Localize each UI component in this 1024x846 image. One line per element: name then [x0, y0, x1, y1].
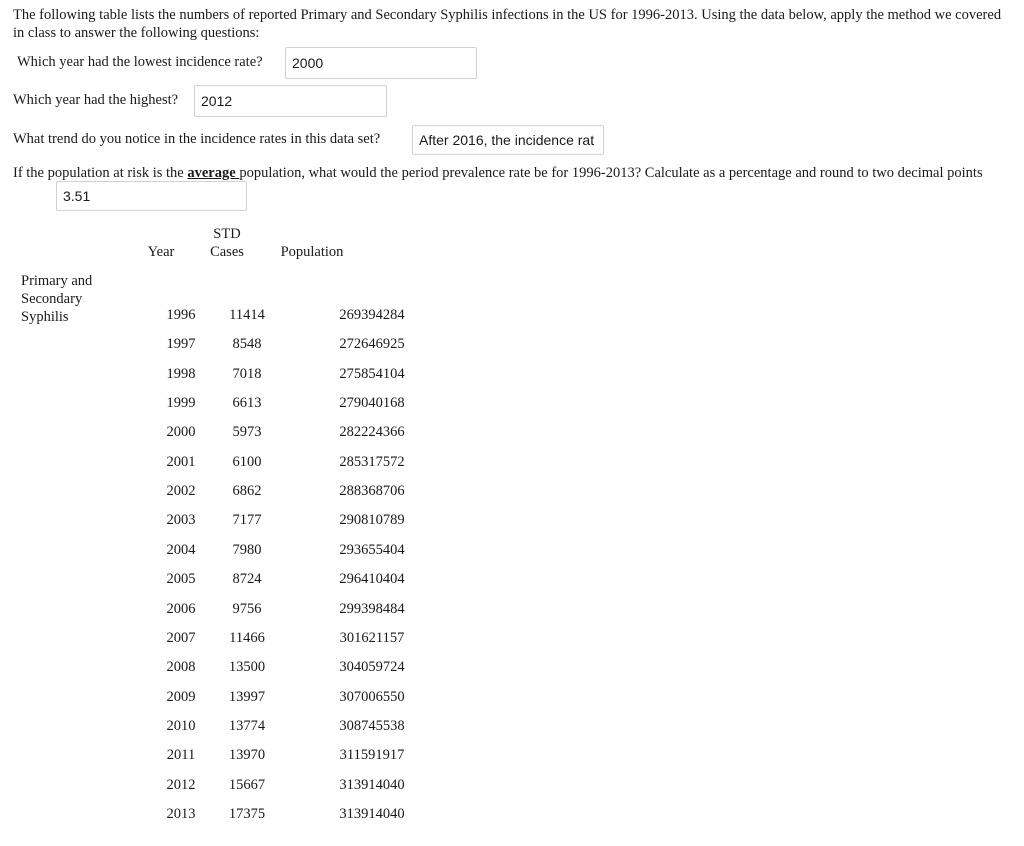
cell-population: 301621157 — [339, 630, 405, 646]
cell-year: 1996 — [166, 307, 196, 323]
cell-cases: 13774 — [228, 718, 266, 734]
question-lowest-year: Which year had the lowest incidence rate? — [17, 54, 263, 70]
cell-cases: 13997 — [228, 689, 266, 705]
cell-year: 2000 — [166, 424, 196, 440]
cell-year: 2010 — [166, 718, 196, 734]
question-trend: What trend do you notice in the incidence rates in this data set? — [13, 131, 381, 147]
cell-population: 275854104 — [339, 366, 405, 382]
cell-year: 1997 — [166, 336, 196, 352]
cell-population: 279040168 — [339, 395, 405, 411]
cell-cases: 9756 — [232, 601, 262, 617]
cell-population: 307006550 — [339, 689, 405, 705]
header-std: STD — [213, 226, 241, 242]
row-label-line: Secondary — [21, 291, 83, 307]
cell-year: 2004 — [166, 542, 196, 558]
cell-year: 2013 — [166, 806, 196, 822]
cell-population: 299398484 — [339, 601, 405, 617]
cell-population: 311591917 — [339, 747, 405, 763]
cell-cases: 11414 — [229, 307, 265, 323]
cell-cases: 13970 — [228, 747, 266, 763]
cell-year: 2012 — [166, 777, 196, 793]
cell-cases: 17375 — [228, 806, 266, 822]
question-highest-year: Which year had the highest? — [13, 92, 179, 108]
answer-trend-input[interactable]: After 2016, the incidence rat — [412, 125, 604, 155]
cell-year: 2005 — [166, 571, 196, 587]
row-label-line: Primary and — [21, 273, 93, 289]
cell-year: 1999 — [166, 395, 196, 411]
cell-cases: 7177 — [232, 512, 262, 528]
cell-population: 296410404 — [339, 571, 405, 587]
cell-cases: 6862 — [232, 483, 262, 499]
answer-prevalence-input[interactable]: 3.51 — [56, 181, 247, 211]
row-label-primary-secondary-syphilis — [21, 272, 92, 326]
cell-population: 313914040 — [339, 806, 405, 822]
cell-year: 1998 — [166, 366, 196, 382]
cell-cases: 7018 — [232, 366, 262, 382]
question-prevalence-emphasis: average — [187, 165, 240, 181]
cell-population: 288368706 — [339, 483, 405, 499]
answer-lowest-year-input[interactable]: 2000 — [285, 47, 477, 79]
header-population: Population — [280, 244, 344, 260]
intro-text: The following table lists the numbers of reported Primary and Secondary Syphilis infections in the US for 1996-2013. Using the data below, apply the method we covered in class to answer the following questions: — [13, 7, 1002, 41]
cell-cases: 11466 — [229, 630, 265, 646]
cell-year: 2002 — [166, 483, 196, 499]
cell-year: 2008 — [166, 659, 196, 675]
cell-year: 2007 — [166, 630, 196, 646]
cell-population: 285317572 — [339, 454, 405, 470]
cell-cases: 6613 — [232, 395, 262, 411]
cell-population: 282224366 — [339, 424, 405, 440]
cell-cases: 7980 — [232, 542, 262, 558]
row-label-line: Syphilis — [21, 309, 69, 325]
cell-population: 269394284 — [339, 307, 405, 323]
cell-cases: 15667 — [228, 777, 266, 793]
cell-cases: 5973 — [232, 424, 262, 440]
cell-cases: 8548 — [232, 336, 262, 352]
cell-population: 304059724 — [339, 659, 405, 675]
cell-population: 293655404 — [339, 542, 405, 558]
cell-population: 313914040 — [339, 777, 405, 793]
cell-population: 290810789 — [339, 512, 405, 528]
cell-cases: 8724 — [232, 571, 262, 587]
cell-cases: 6100 — [232, 454, 262, 470]
cell-population: 308745538 — [339, 718, 405, 734]
cell-year: 2001 — [166, 454, 196, 470]
question-prevalence-text-before: If the population at risk is the — [13, 165, 188, 181]
header-cases: Cases — [210, 244, 244, 260]
question-prevalence-text-after: population, what would the period prevalence rate be for 1996-2013? Calculate as a percentage and round to two decimal points — [239, 165, 983, 181]
cell-year: 2011 — [166, 747, 196, 763]
cell-year: 2006 — [166, 601, 196, 617]
cell-year: 2003 — [166, 512, 196, 528]
cell-cases: 13500 — [228, 659, 266, 675]
cell-year: 2009 — [166, 689, 196, 705]
answer-highest-year-input[interactable]: 2012 — [194, 85, 387, 117]
header-year: Year — [147, 244, 175, 260]
cell-population: 272646925 — [339, 336, 405, 352]
